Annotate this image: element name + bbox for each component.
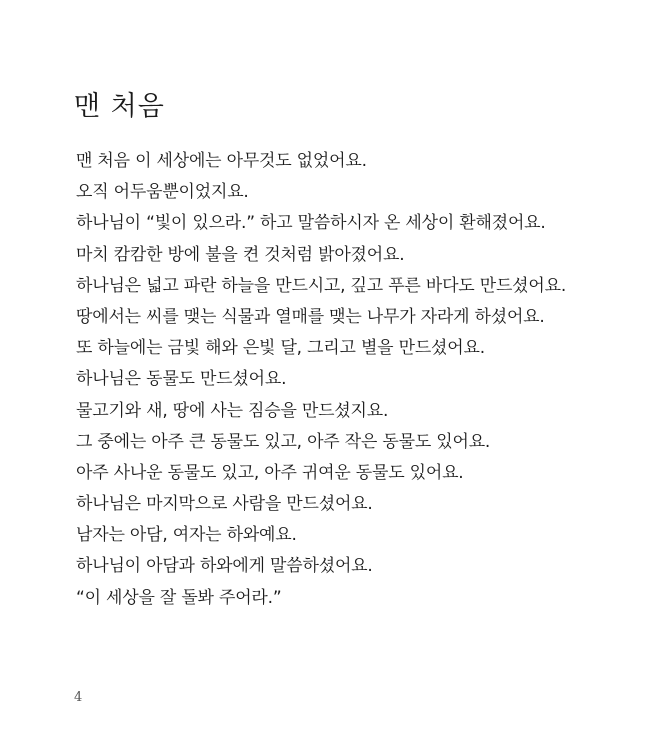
- page-number: 4: [74, 690, 83, 705]
- story-line: 맨 처음 이 세상에는 아무것도 없었어요.: [76, 151, 367, 171]
- story-line: 땅에서는 씨를 맺는 식물과 열매를 맺는 나무가 자라게 하셨어요.: [76, 306, 545, 327]
- story-line: 또 하늘에는 금빛 해와 은빛 달, 그리고 별을 만드셨어요.: [76, 338, 485, 359]
- story-line: 그 중에는 아주 큰 동물도 있고, 아주 작은 동물도 있어요.: [76, 431, 491, 452]
- page-title: 맨 처음: [74, 91, 165, 122]
- story-line: 남자는 아담, 여자는 하와예요.: [76, 525, 297, 546]
- story-line: 하나님이 “빛이 있으라.” 하고 말씀하시자 온 세상이 환해졌어요.: [76, 213, 546, 234]
- story-text: [76, 146, 636, 614]
- story-line: 하나님은 넓고 파란 하늘을 만드시고, 깊고 푸른 바다도 만드셨어요.: [76, 275, 567, 296]
- story-line: 하나님은 마지막으로 사람을 만드셨어요.: [76, 494, 373, 515]
- story-line: 하나님이 아담과 하와에게 말씀하셨어요.: [76, 556, 373, 577]
- story-line: 물고기와 새, 땅에 사는 짐승을 만드셨지요.: [76, 400, 389, 421]
- story-line: 오직 어두움뿐이었지요.: [76, 182, 249, 203]
- story-line: 아주 사나운 동물도 있고, 아주 귀여운 동물도 있어요.: [76, 462, 464, 483]
- story-line: “이 세상을 잘 돌봐 주어라.”: [76, 587, 282, 608]
- story-line: 하나님은 동물도 만드셨어요.: [76, 369, 287, 390]
- story-line: 마치 캄캄한 방에 불을 켠 것처럼 밝아졌어요.: [76, 244, 405, 265]
